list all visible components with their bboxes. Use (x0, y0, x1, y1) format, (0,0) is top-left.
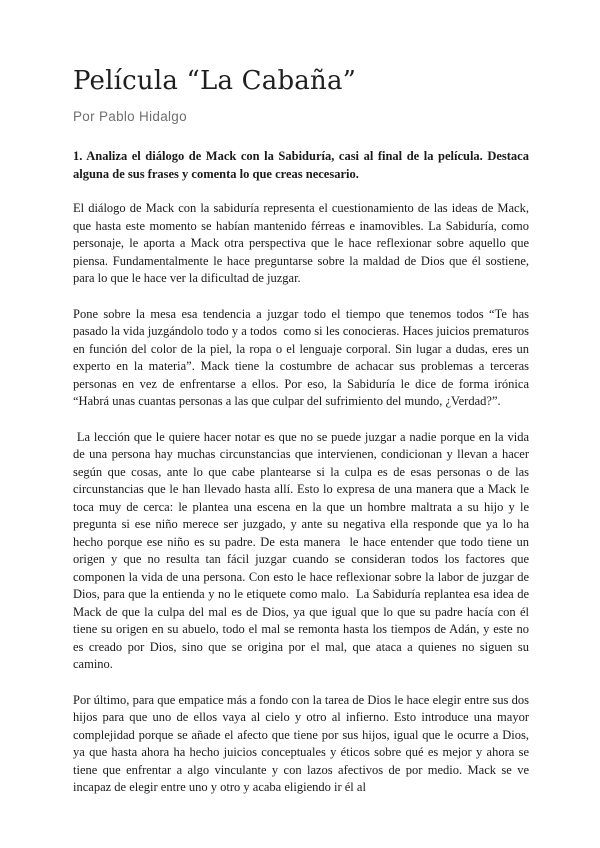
body-paragraph-2: Pone sobre la mesa esa tendencia a juzgar todo el tiempo que tenemos todos “Te has pasado la vida juzgándolo todo y a todos como si les conocieras. Haces juicios prematuros en función del color de la piel, la ropa o el lenguaje corporal. Sin lugar a dudas, eres un experto en la materia”. Mack tiene la costumbre de achacar sus problemas a terceras personas en vez de enfrentarse a ellos. Por eso, la Sabiduría le dice de forma irónica “Habrá unas cuantas personas a las que culpar del sufrimiento del mundo, ¿Verdad?”. (73, 306, 533, 409)
body-paragraph-4: Por último, para que empatice más a fondo con la tarea de Dios le hace elegir entre sus dos hijos para que uno de ellos vaya al cielo y otro al infierno. Esto introduce una mayor complejidad porque se añade el afecto que tiene por sus hijos, igual que le ocurre a Dios, ya que hasta ahora ha hecho juicios conceptuales y éticos sobre qué es mejor y ahora se tiene que enfrentar a algo vinculante y con lazos afectivos de por medio. Mack se ve incapaz de elegir entre uno y otro y acaba eligiendo ir él al (73, 692, 533, 795)
body-paragraph-1: El diálogo de Mack con la sabiduría representa el cuestionamiento de las ideas de Mack, que hasta este momento se habían mantenido férreas e inamovibles. La Sabiduría, como personaje, le aporta a Mack otra perspectiva que le hace reflexionar sobre aquello que piensa. Fundamentalmente le hace preguntarse sobre la maldad de Dios que él sostiene, para lo que le hace ver la dificultad de juzgar. (73, 201, 533, 286)
body-paragraph-3: La lección que le quiere hacer notar es que no se puede juzgar a nadie porque en la vida de una persona hay muchas circunstancias que intervienen, condicionan y llevan a hacer según que cosas, ante lo que cabe plantearse si la culpa es de esas personas o de las circunstancias que le han llevado hasta allí. Esto lo expresa de una manera que a Mack le toca muy de cerca: le plantea una escena en la que un hombre maltrata a su hijo y le pregunta si ese niño merece ser juzgado, y ante su negativa ella responde que ya lo ha hecho porque ese niño es su padre. De esta manera le hace entender que todo tiene un origen y que no resulta tan fácil juzgar cuando se consideran todos los factores que componen la vida de una persona. Con esto le hace reflexionar sobre la labor de juzgar de Dios, para que la entienda y no le etiquete como malo. La Sabiduría replantea esa idea de Mack de que la culpa del mal es de Dios, ya que igual que lo que su padre hacía con él tiene su origen en su abuelo, todo el mal se remonta hasta los tiempos de Adán, y este no es creado por Dios, sino que se origina por el mal, que ataca a quienes no siguen su camino. (73, 429, 533, 672)
document-page (73, 66, 533, 797)
document-author: Por Pablo Hidalgo (73, 109, 187, 125)
question-heading: 1. Analiza el diálogo de Mack con la Sabiduría, casi al final de la película. Destaca alguna de sus frases y comenta lo que creas necesario. (73, 149, 529, 181)
document-title: Película “La Cabaña” (73, 66, 357, 96)
